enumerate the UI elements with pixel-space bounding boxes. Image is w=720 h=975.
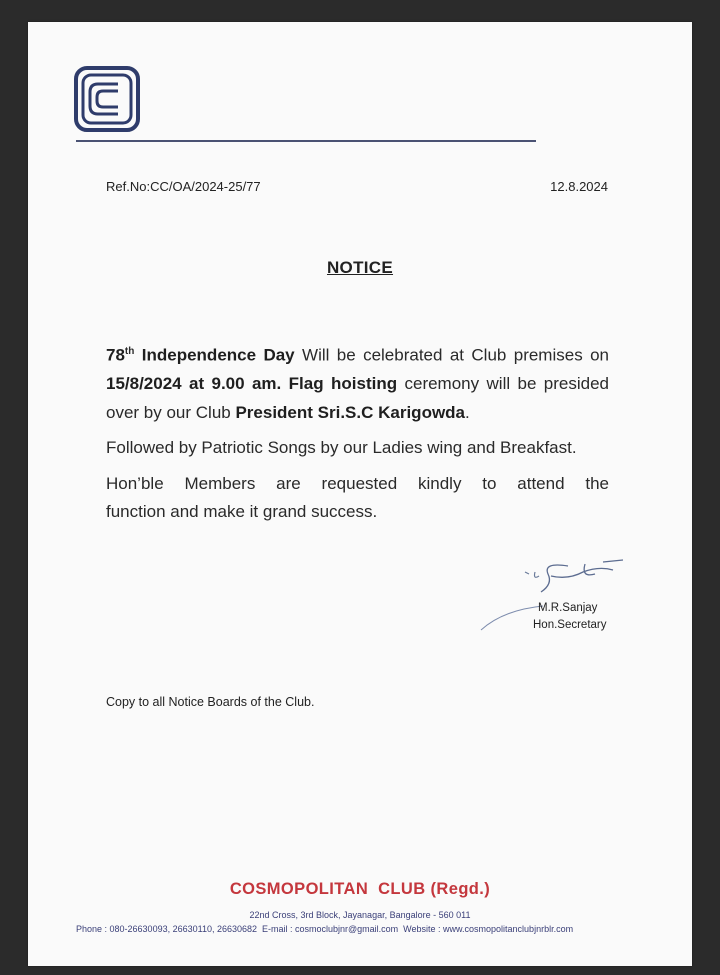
reference-number: Ref.No:CC/OA/2024-25/77 (106, 179, 261, 194)
text-segment: ceremony will be presided over by our Club (106, 374, 610, 422)
flag-hoisting: Flag hoisting (288, 374, 398, 394)
letter-date: 12.8.2024 (550, 179, 608, 194)
club-name: COSMOPOLITAN CLUB (Regd.) (229, 880, 491, 898)
club-address: 22nd Cross, 3rd Block, Jayanagar, Bangalore - 560 011 (249, 910, 471, 920)
signatory-designation: Hon.Secretary (533, 619, 607, 631)
club-contacts: Phone : 080-26630093, 26630110, 26630682 E-mail : cosmoclubjnr@gmail.com Website : www.cosmopolitanclubjnrblr.com (76, 924, 574, 934)
header-divider (76, 140, 536, 142)
letter-page (28, 22, 692, 966)
body-paragraph-2: Followed by Patriotic Songs by our Ladies wing and Breakfast. (106, 438, 577, 458)
body-paragraph-1 (106, 338, 609, 427)
copy-to-line: Copy to all Notice Boards of the Club. (106, 695, 315, 709)
body-paragraph-3 (106, 470, 609, 527)
ordinal-number: 78 (106, 345, 125, 365)
event-name: Independence Day (141, 345, 295, 365)
paragraph-3-line-1: Hon’ble Members are requested kindly to attend the (106, 473, 609, 493)
club-logo (74, 66, 140, 132)
president-name: President Sri.S.C Karigowda (235, 402, 466, 422)
paragraph-3-line-2: function and make it grand success. (106, 502, 378, 522)
signatory-name: M.R.Sanjay (538, 602, 598, 614)
text-segment (281, 374, 288, 393)
text-segment: Will be celebrated at Club premises on (294, 345, 609, 365)
ordinal-suffix: th (124, 346, 135, 357)
text-segment: . (465, 402, 470, 422)
event-date-time: 15/8/2024 at 9.00 am. (106, 374, 282, 394)
notice-body (106, 338, 609, 527)
notice-title: NOTICE (326, 258, 394, 277)
